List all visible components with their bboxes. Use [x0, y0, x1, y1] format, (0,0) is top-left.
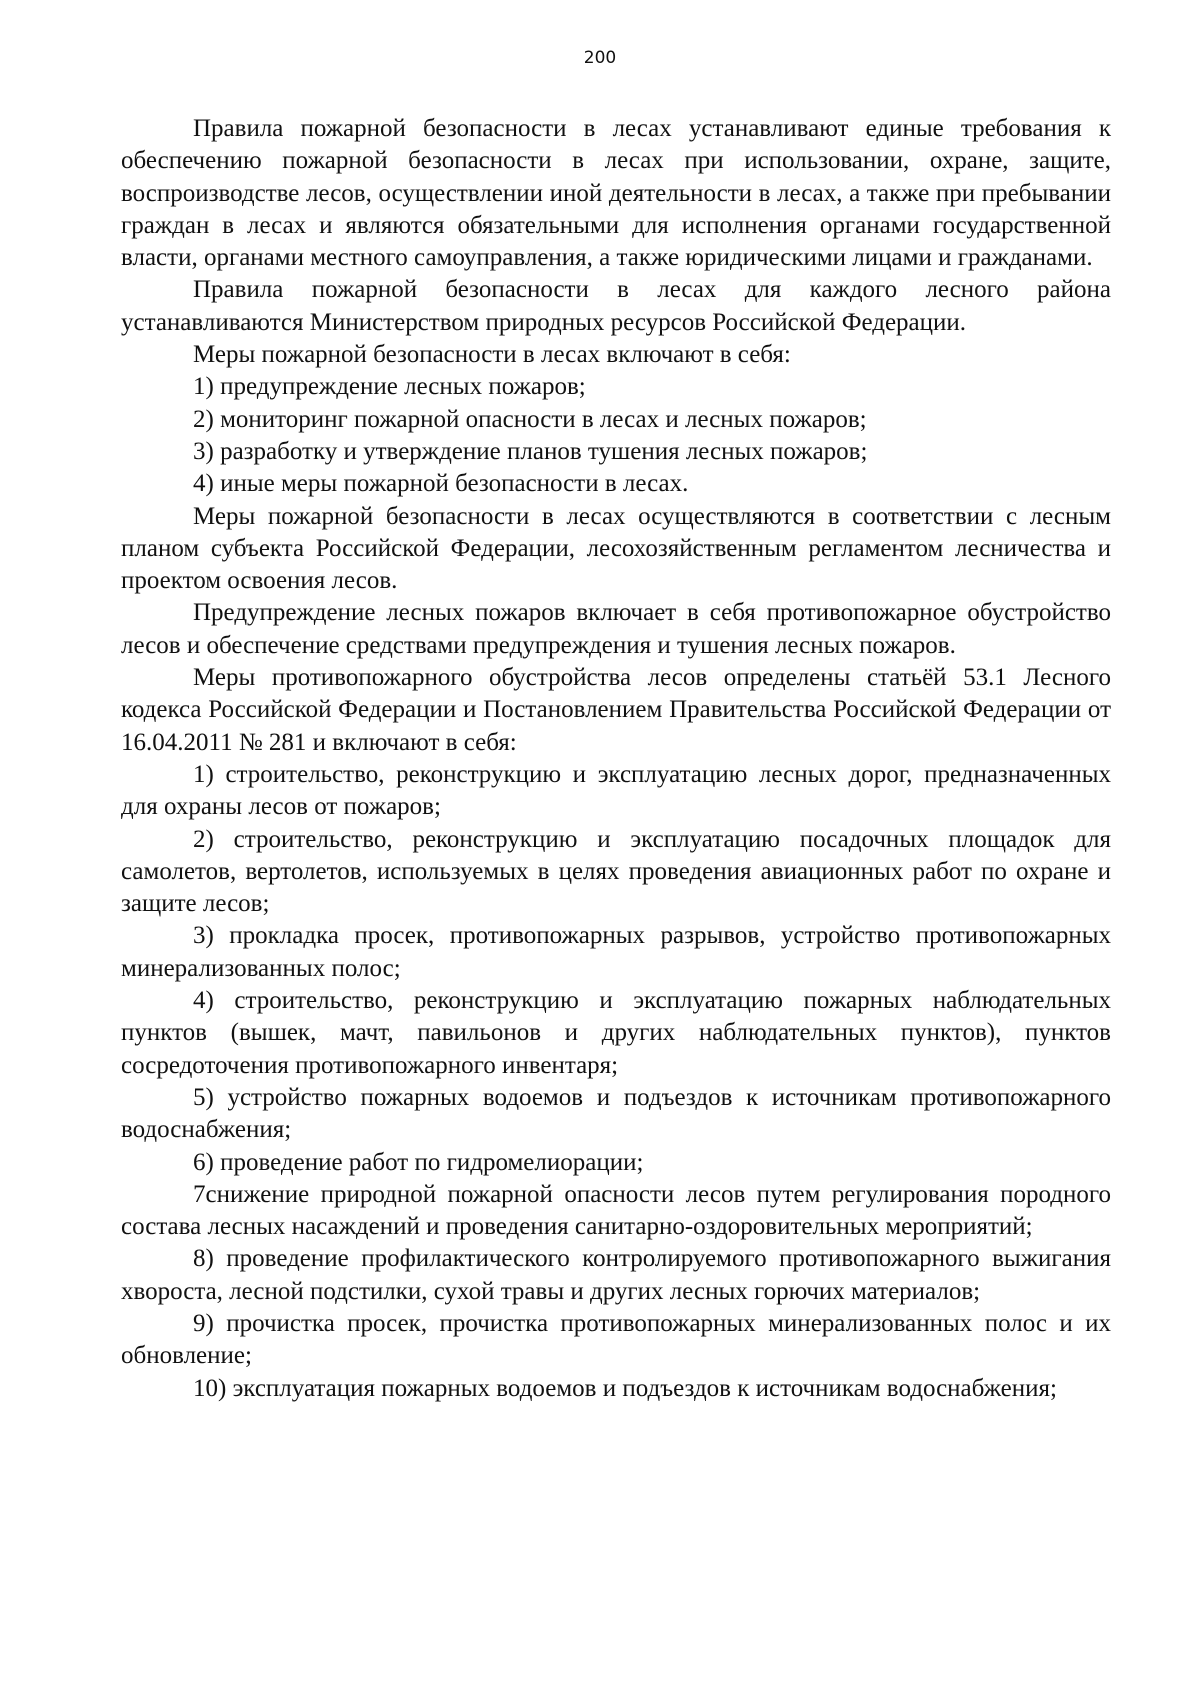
list-item-arrangement-10: 10) эксплуатация пожарных водоемов и подъездов к источникам водоснабжения; — [193, 1374, 1057, 1402]
list-item-arrangement-3: 3) прокладка просек, противопожарных разрывов, устройство противопожарных минерализованных полос; — [121, 922, 1111, 982]
list-item-arrangement-7: 7снижение природной пожарной опасности лесов путем регулирования породного состава лесных насаждений и проведения санитарно-оздоровительных мероприятий; — [121, 1180, 1111, 1241]
document-body — [121, 113, 1111, 1405]
list-item-arrangement-2: 2) строительство, реконструкцию и эксплуатацию посадочных площадок для самолетов, вертолетов, используемых в целях проведения авиационных работ по охране и защите лесов; — [121, 825, 1111, 918]
list-item-measure-4: 4) иные меры пожарной безопасности в лесах. — [193, 470, 689, 498]
paragraph-fire-rules-ministry: Правила пожарной безопасности в лесах для каждого лесного района устанавливаются Министерством природных ресурсов Российской Федерации. — [121, 276, 1111, 336]
paragraph-measures-intro: Меры пожарной безопасности в лесах включают в себя: — [193, 341, 791, 369]
list-item-arrangement-8: 8) проведение профилактического контролируемого противопожарного выжигания хвороста, лесной подстилки, сухой травы и других лесных горючих материалов; — [121, 1245, 1111, 1305]
list-item-measure-2: 2) мониторинг пожарной опасности в лесах и лесных пожаров; — [193, 405, 867, 433]
list-item-measure-1: 1) предупреждение лесных пожаров; — [193, 373, 586, 401]
list-item-arrangement-9: 9) прочистка просек, прочистка противопожарных минерализованных полос и их обновление; — [121, 1309, 1111, 1370]
list-item-arrangement-6: 6) проведение работ по гидромелиорации; — [193, 1148, 644, 1176]
list-item-measure-3: 3) разработку и утверждение планов тушения лесных пожаров; — [193, 437, 868, 465]
page-number: 200 — [583, 48, 617, 68]
paragraph-measures-accordance: Меры пожарной безопасности в лесах осуществляются в соответствии с лесным планом субъекта Российской Федерации, лесохозяйственным регламентом лесничества и проектом освоения лесов. — [121, 502, 1111, 595]
list-item-arrangement-1: 1) строительство, реконструкцию и эксплуатацию лесных дорог, предназначенных для охраны лесов от пожаров; — [121, 760, 1111, 821]
paragraph-prevention: Предупреждение лесных пожаров включает в себя противопожарное обустройство лесов и обеспечение средствами предупреждения и тушения лесных пожаров. — [121, 599, 1111, 659]
paragraph-arrangement-measures: Меры противопожарного обустройства лесов определены статьёй 53.1 Лесного кодекса Российской Федерации и Постановлением Правительства Российской Федерации от 16.04.2011 № 281 и включают в себя: — [121, 664, 1111, 756]
list-item-arrangement-5: 5) устройство пожарных водоемов и подъездов к источникам противопожарного водоснабжения; — [121, 1083, 1111, 1144]
list-item-arrangement-4: 4) строительство, реконструкцию и эксплуатацию пожарных наблюдательных пунктов (вышек, мачт, павильонов и других наблюдательных пунктов), пунктов сосредоточения противопожарного инвентаря; — [121, 987, 1111, 1079]
paragraph-fire-rules-requirements: Правила пожарной безопасности в лесах устанавливают единые требования к обеспечению пожарной безопасности в лесах при использовании, охране, защите, воспроизводстве лесов, осуществлении иной деятельности в лесах, а также при пребывании граждан в лесах и являются обязательными для исполнения органами государственной власти, органами местного самоуправления, а также юридическими лицами и гражданами. — [121, 115, 1111, 272]
